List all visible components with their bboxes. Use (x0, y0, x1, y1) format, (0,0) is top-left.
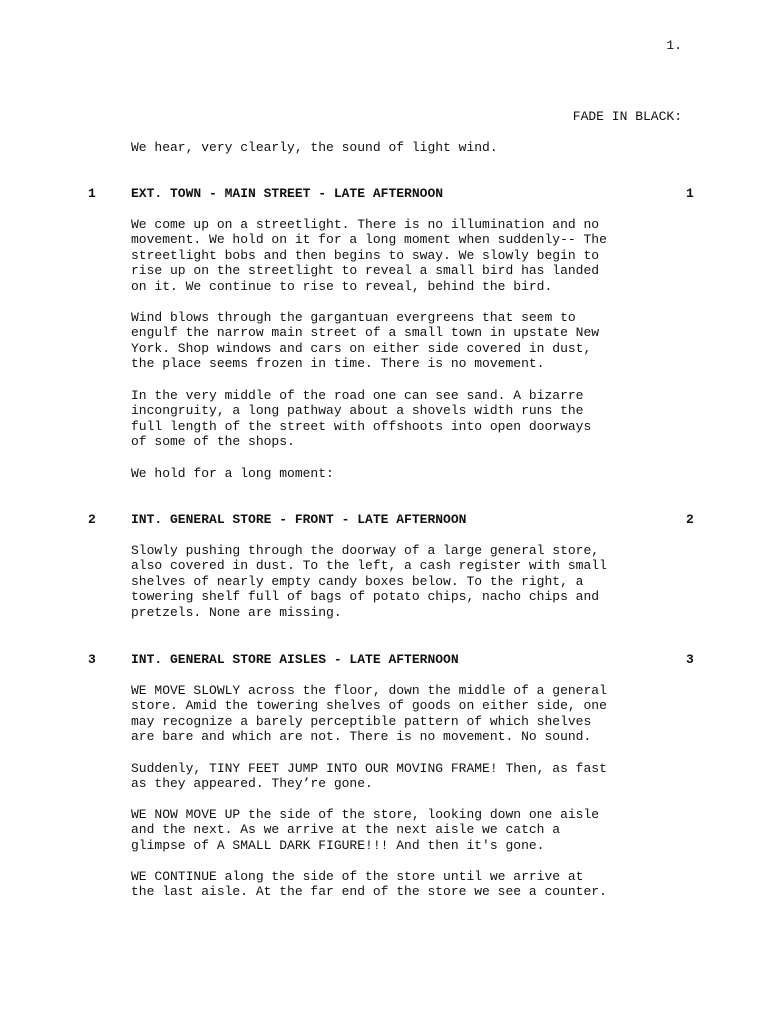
page-number: 1. (666, 38, 682, 53)
action-paragraph: WE NOW MOVE UP the side of the store, looking down one aisle and the next. As we arrive at the next aisle we catch a glimpse of A SMALL DARK FIGURE!!! And then it's gone. (131, 807, 600, 853)
action-paragraph: Suddenly, TINY FEET JUMP INTO OUR MOVING FRAME! Then, as fast as they appeared. They’re gone. (131, 761, 607, 792)
scene-slugline: INT. GENERAL STORE - FRONT - LATE AFTERNOON (131, 512, 467, 527)
scene-number-right: 3 (686, 652, 694, 667)
scene-number-left: 1 (88, 186, 96, 201)
transition: FADE IN BLACK: (572, 109, 682, 124)
scene-heading-3 (0, 652, 768, 668)
action-paragraph: In the very middle of the road one can see sand. A bizarre incongruity, a long pathway about a shovels width runs the full length of the street with offshoots into open doorways of some of the shops. (131, 388, 592, 450)
scene-slugline: EXT. TOWN - MAIN STREET - LATE AFTERNOON (131, 186, 444, 201)
action-paragraph: WE CONTINUE along the side of the store until we arrive at the last aisle. At the far end of the store we see a counter. (131, 869, 607, 900)
scene-number-left: 2 (88, 512, 96, 527)
scene-number-left: 3 (88, 652, 96, 667)
scene-number-right: 1 (686, 186, 694, 201)
action-paragraph: We come up on a streetlight. There is no illumination and no movement. We hold on it for a long moment when suddenly-- The streetlight bobs and then begins to sway. We slowly begin to rise up on the streetlight to reveal a small bird has landed on it. We continue to rise to reveal, behind the bird. (131, 217, 607, 294)
action-paragraph: Slowly pushing through the doorway of a large general store, also covered in dust. To the left, a cash register with small shelves of nearly empty candy boxes below. To the right, a towering shelf full of bags of potato chips, nacho chips and pretzels. None are missing. (131, 543, 607, 620)
action-paragraph: WE MOVE SLOWLY across the floor, down the middle of a general store. Amid the towering shelves of goods on either side, one may recognize a barely perceptible pattern of which shelves are bare and which are not. There is no movement. No sound. (131, 683, 607, 745)
intro-action: We hear, very clearly, the sound of light wind. (131, 140, 498, 155)
scene-heading-2 (0, 512, 768, 528)
action-paragraph: We hold for a long moment: (131, 466, 334, 481)
scene-slugline: INT. GENERAL STORE AISLES - LATE AFTERNOON (131, 652, 459, 667)
scene-number-right: 2 (686, 512, 694, 527)
action-paragraph: Wind blows through the gargantuan evergreens that seem to engulf the narrow main street of a small town in upstate New York. Shop windows and cars on either side covered in dust, the place seems frozen in time. There is no movement. (131, 310, 600, 372)
scene-heading-1 (0, 186, 768, 202)
